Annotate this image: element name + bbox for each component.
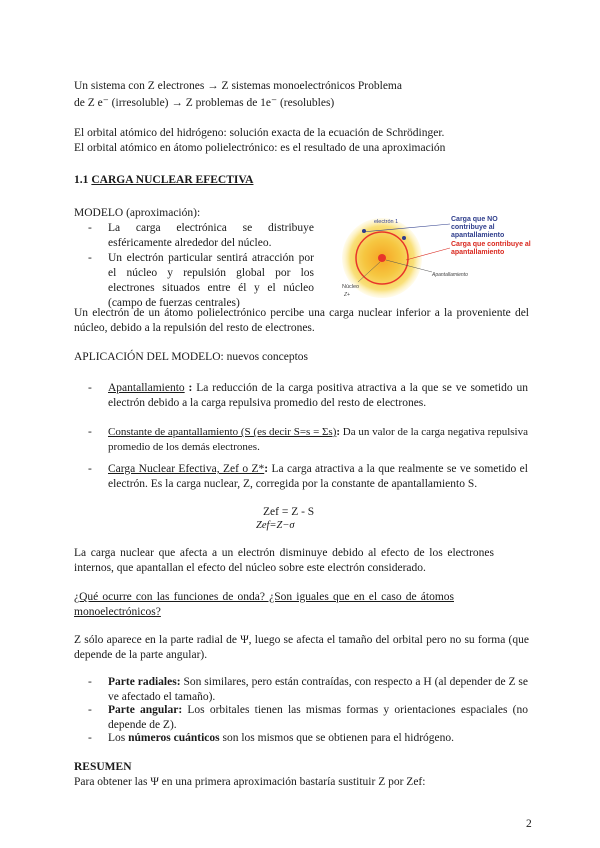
model-bullet-1: La carga electrónica se distribuye esféricamente alrededor del núcleo. (108, 222, 314, 249)
wavefunction-answer: Z sólo aparece en la parte radial de Ψ, luego se afecta el tamaño del orbital pero no su forma (que depende de la parte angular). (74, 634, 529, 661)
equation-zef-sigma: Zef=Z−σ (256, 520, 295, 531)
bullet-dash: - (88, 252, 92, 264)
intro-line-1: Un sistema con Z electrones → Z sistemas monoelectrónicos Problema (74, 80, 402, 92)
intro-line-3: El orbital atómico del hidrógeno: solución exacta de la ecuación de Schrödinger. (74, 127, 445, 139)
concept-sep: : (184, 382, 197, 394)
intro-line-2: de Z e⁻ (irresoluble) → Z problemas de 1e⁻ (resolubles) (74, 97, 335, 109)
nucleus-dot (378, 254, 386, 262)
label-electron: electrón 1 (374, 219, 399, 225)
section-heading (74, 173, 253, 188)
label-no-contribute: Carga que NO contribuye al apantallamiento (451, 216, 505, 239)
intro-line-4: El orbital atómico en átomo polielectrónico: es el resultado de una aproximación (74, 142, 446, 154)
model-heading: MODELO (aproximación): (74, 207, 201, 219)
model-summary: Un electrón de un átomo polielectrónico percibe una carga nuclear inferior a la proveniente del núcleo, debido a la repulsión del resto de electrones. (74, 307, 529, 334)
part-term: Parte angular: (108, 704, 183, 716)
part-term: Parte radiales: (108, 676, 181, 688)
conclusion-paragraph: La carga nuclear que afecta a un electrón disminuye debido al efecto de los electrones internos, que apantallan el efecto del núcleo sobre este electrón considerado. (74, 547, 494, 574)
label-apantallamiento: Apantallamiento (432, 272, 468, 278)
equation-zef: Zef = Z - S (263, 506, 315, 518)
section-number: 1.1 (74, 174, 89, 186)
bullet-dash: - (88, 426, 92, 438)
concept-sep: : (264, 463, 272, 475)
inner-electron-dot (362, 229, 366, 233)
concept-sep: : (336, 426, 343, 438)
quantum-numbers (108, 731, 454, 746)
part-angular (108, 703, 528, 733)
part-radial (108, 675, 528, 705)
label-z: Z+ (344, 292, 350, 298)
bullet-dash: - (88, 222, 92, 234)
concept-term: Apantallamiento (108, 382, 185, 394)
label-nucleo: Núcleo (342, 284, 360, 290)
page-number: 2 (526, 818, 532, 830)
quantum-pre: Los (108, 732, 129, 744)
label-contribute: Carga que contribuye al apantallamiento (451, 241, 531, 256)
model-bullet-2: Un electrón particular sentirá atracción por el núcleo y repulsión global por los electrones situados entre él y el núcleo (campo de fuerzas centrales) (108, 252, 314, 309)
concept-term: Constante de apantallamiento (S (es decir S=s = Σs) (108, 426, 337, 438)
part-text: Son similares, pero están contraídas, con respecto a H (al depender de Z se ve afectado el tamaño). (108, 676, 528, 703)
bullet-dash: - (88, 732, 92, 744)
quantum-term: números cuánticos (128, 732, 220, 744)
quantum-post: son los mismos que se obtienen para el hidrógeno. (219, 732, 455, 744)
application-heading: APLICACIÓN DEL MODELO: nuevos conceptos (74, 351, 309, 363)
bullet-dash: - (88, 463, 92, 475)
bullet-dash: - (88, 676, 92, 688)
wavefunction-question: ¿Qué ocurre con las funciones de onda? ¿Son iguales que en el caso de átomos monoelectrónicos? (74, 591, 454, 618)
resumen-text: Para obtener las Ψ en una primera aproximación bastaría sustituir Z por Zef: (74, 776, 426, 788)
resumen-heading: RESUMEN (74, 761, 132, 773)
part-text: Los orbitales tienen las mismas formas y orientaciones espaciales (no depende de Z). (108, 704, 528, 731)
concept-text: La carga atractiva a la que realmente se ve sometido el electrón. Es la carga nuclear, Z, corregida por la constante de apantallamiento S. (108, 463, 528, 490)
section-title: CARGA NUCLEAR EFECTIVA (91, 174, 254, 186)
concept-text: La reducción de la carga positiva atractiva a la que se ve sometido un electrón debido a la carga repulsiva promedio del resto de electrones. (108, 382, 528, 409)
bullet-dash: - (88, 382, 92, 394)
concept-constante (108, 425, 528, 455)
concept-term: Carga Nuclear Efectiva, Zef o Z* (108, 463, 265, 475)
concept-text: Da un valor de la carga negativa repulsiva promedio de los demás electrones. (108, 426, 528, 453)
concept-apantallamiento (108, 381, 528, 411)
electron-dot (402, 236, 406, 240)
concept-zef (108, 462, 528, 492)
bullet-dash: - (88, 704, 92, 716)
